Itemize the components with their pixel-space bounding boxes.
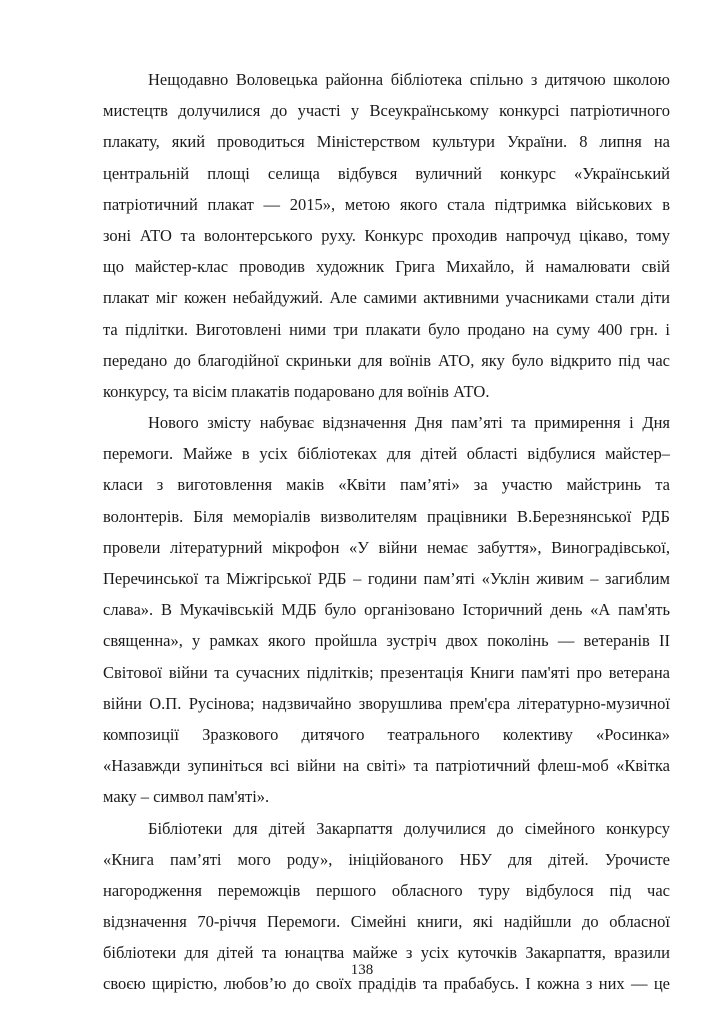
text-line: центральній площі селища відбувся вуличний конкурс «Український [103,163,670,183]
text-line: Бібліотеки для дітей Закарпаття долучилися до сімейного конкурсу [148,818,670,838]
page-number: 138 [350,962,374,978]
text-line: плакат міг кожен небайдужий. Але самими активними учасниками стали діти [103,288,670,308]
text-line: конкурсу, та вісім плакатів подаровано для воїнів АТО. [103,381,490,401]
text-line: Нового змісту набуває відзначення Дня пам’яті та примирення і Дня [148,413,670,433]
text-line: своєю щирістю, любов’ю до своїх прадідів та прабабусь. І кожна з них — це [103,974,670,994]
text-line: перемоги. Майже в усіх бібліотеках для дітей області відбулися майстер– [103,444,670,464]
text-line: священна», у рамках якого пройшла зустріч двох поколінь — ветеранів ІІ [103,631,670,651]
text-line: зоні АТО та волонтерського руху. Конкурс проходив напрочуд цікаво, тому [103,225,670,245]
text-line: бібліотеки для дітей та юнацтва майже з усіх куточків Закарпаття, вразили [103,943,670,963]
text-line: плакату, який проводиться Міністерством культури України. 8 липня на [103,132,670,152]
text-line: що майстер-клас проводив художник Грига Михайло, й намалювати свій [103,257,670,277]
text-line: Світової війни та сучасних підлітків; презентація Книги пам'яті про ветерана [103,662,670,682]
text-line: передано до благодійної скриньки для воїнів АТО, яку було відкрито під час [103,350,670,370]
text-line: слава». В Мукачівській МДБ було організовано Історичний день «А пам'ять [103,600,670,620]
document-page [103,64,670,1000]
text-line: класи з виготовлення маків «Квіти пам’яті» за участю майстринь та [103,475,670,495]
text-line: «Книга пам’яті мого роду», ініційованого НБУ для дітей. Урочисте [103,849,670,869]
text-line: волонтерів. Біля меморіалів визволителям працівники В.Березнянської РДБ [103,506,670,526]
text-line: патріотичний плакат — 2015», метою якого стала підтримка військових в [103,194,670,214]
text-line: та підлітки. Виготовлені ними три плакати було продано на суму 400 грн. і [103,319,670,339]
text-line: відзначення 70-річчя Перемоги. Сімейні книги, які надійшли до обласної [103,912,670,932]
text-line: мистецтв долучилися до участі у Всеукраїнському конкурсі патріотичного [103,101,670,121]
text-line: нагородження переможців першого обласного туру відбулося під час [103,880,670,900]
text-line: «Назавжди зупиніться всі війни на світі» та патріотичний флеш-моб «Квітка [103,756,670,776]
text-line: війни О.П. Русінова; надзвичайно зворушлива прем'єра літературно-музичної [103,693,670,713]
text-line: провели літературний мікрофон «У війни немає забуття», Виноградівської, [103,537,670,557]
text-line: маку – символ пам'яті». [103,787,270,807]
text-line: Перечинської та Міжгірської РДБ – години пам’яті «Уклін живим – загиблим [103,569,670,588]
paragraph-remembrance-day [103,407,670,812]
paragraph-library-poster-contest [103,64,670,407]
text-line: Нещодавно Воловецька районна бібліотека спільно з дитячою школою [148,70,670,89]
text-line: композиції Зразкового дитячого театрального колективу «Росинка» [103,724,670,744]
